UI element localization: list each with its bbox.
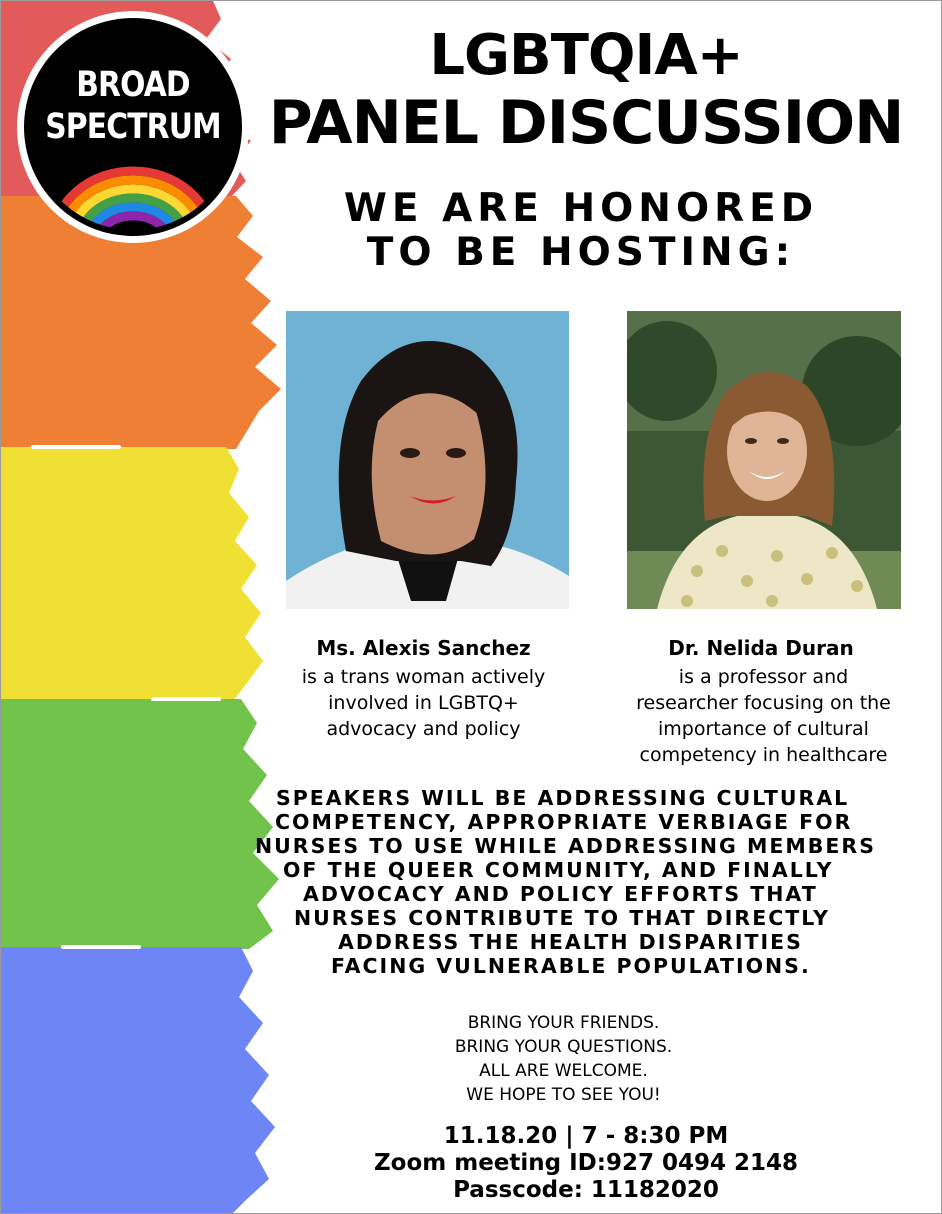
bio-line: importance of cultural — [658, 718, 869, 740]
broad-spectrum-logo — [15, 9, 251, 245]
portrait-woman-dark-hair-icon — [286, 311, 569, 609]
event-datetime: 11.18.20 | 7 - 8:30 PM — [443, 1123, 729, 1149]
logo-word-spectrum: SPECTRUM — [45, 107, 221, 147]
speakers-line: OF THE QUEER COMMUNITY, AND FINALLY — [283, 858, 834, 882]
bio-line: involved in LGBTQ+ — [328, 692, 519, 714]
speakers-line: COMPETENCY, APPROPRIATE VERBIAGE FOR — [275, 810, 853, 834]
panelist-bio-nelida — [601, 664, 926, 768]
title-line-2: PANEL DISCUSSION — [268, 88, 904, 158]
speakers-line: ADVOCACY AND POLICY EFFORTS THAT — [303, 882, 818, 906]
panelist-name-nelida: Dr. Nelida Duran — [668, 636, 854, 660]
zoom-meeting-id: Zoom meeting ID:927 0494 2148 — [373, 1150, 799, 1176]
invitation-lines — [391, 1011, 736, 1107]
invitation-line: ALL ARE WELCOME. — [479, 1061, 648, 1081]
honored-line-2: TO BE HOSTING: — [366, 230, 796, 275]
stripe-yellow — [1, 447, 263, 701]
bio-line: is a professor and — [678, 666, 849, 688]
speakers-line: NURSES CONTRIBUTE TO THAT DIRECTLY — [294, 906, 830, 930]
title-line-1: LGBTQIA+ — [429, 23, 743, 88]
panelist-photo-nelida — [627, 311, 901, 609]
speakers-line: ADDRESS THE HEALTH DISPARITIES — [338, 930, 803, 954]
event-details — [321, 1123, 851, 1204]
portrait-woman-outdoors-icon — [627, 311, 901, 609]
speakers-line: NURSES TO USE WHILE ADDRESSING MEMBERS — [255, 834, 876, 858]
panelist-name-alexis: Ms. Alexis Sanchez — [316, 636, 531, 660]
speakers-line: SPEAKERS WILL BE ADDRESSING CULTURAL — [276, 786, 850, 810]
logo-word-broad: BROAD — [76, 65, 190, 105]
invitation-line: BRING YOUR QUESTIONS. — [454, 1037, 673, 1057]
honored-line-1: WE ARE HONORED — [343, 186, 819, 231]
invitation-line: BRING YOUR FRIENDS. — [467, 1013, 660, 1033]
bio-line: advocacy and policy — [326, 718, 521, 740]
speakers-description — [241, 786, 931, 978]
panelist-photo-alexis — [286, 311, 569, 609]
invitation-line: WE HOPE TO SEE YOU! — [466, 1085, 661, 1105]
zoom-passcode: Passcode: 11182020 — [453, 1177, 719, 1203]
stripe-green — [1, 699, 279, 949]
bio-line: researcher focusing on the — [636, 692, 891, 714]
bio-line: competency in healthcare — [639, 744, 888, 766]
panelist-bio-alexis — [271, 664, 576, 742]
bio-line: is a trans woman actively — [301, 666, 546, 688]
stripe-blue — [1, 947, 275, 1213]
speakers-line: FACING VULNERABLE POPULATIONS. — [331, 954, 811, 978]
